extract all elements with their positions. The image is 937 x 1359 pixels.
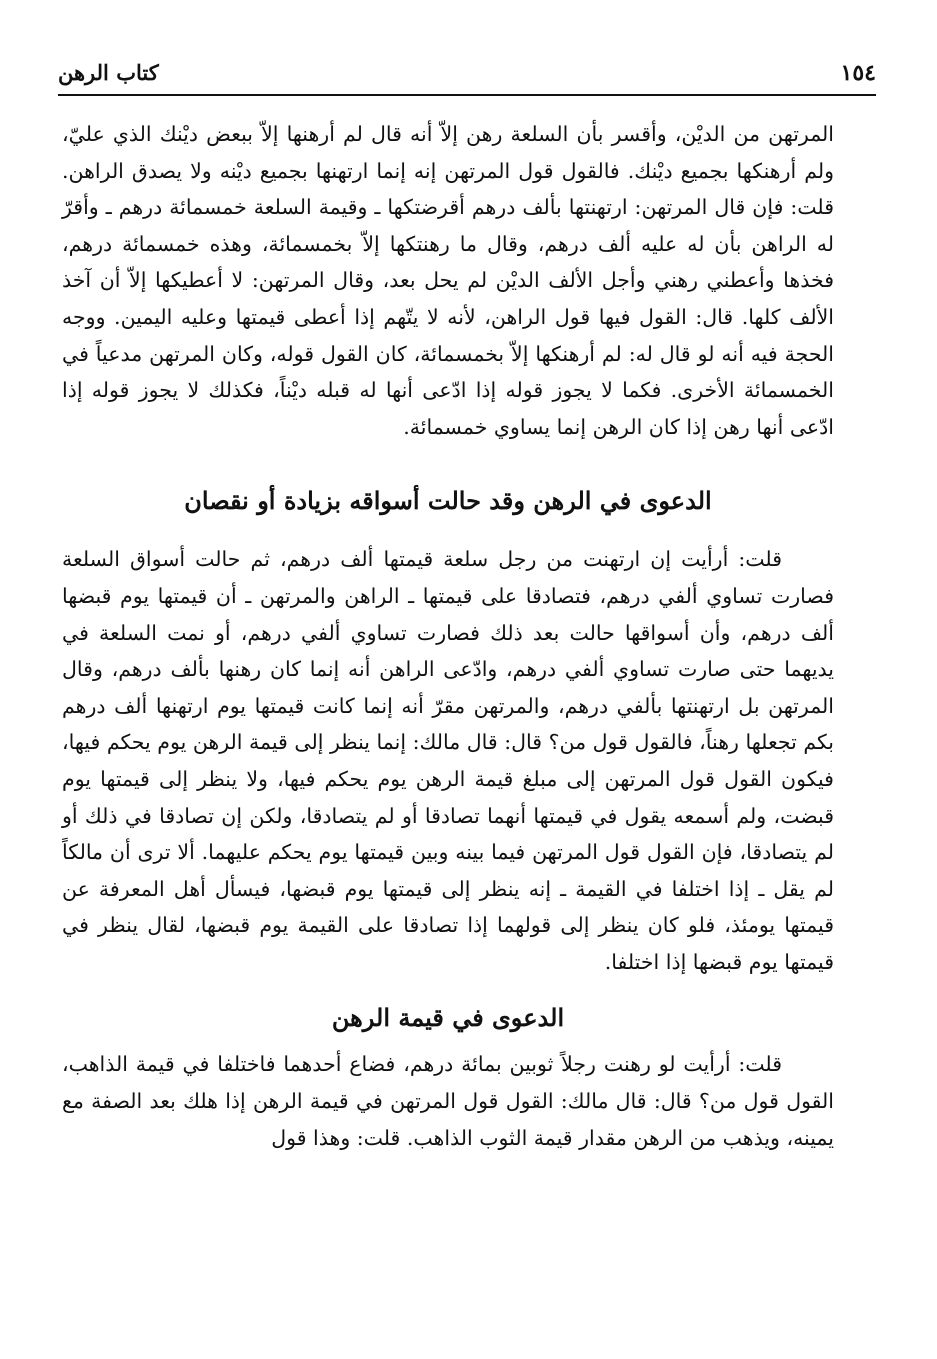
section-paragraph-pledge-value: قلت: أرأيت لو رهنت رجلاً ثوبين بمائة درهم، فضاع أحدهما فاختلفا في قيمة الذاهب، القول قول من؟ قال: قال مالك: القول قول المرتهن في قيمة الرهن إذا هلك بعد الصفة مع يمينه، ويذهب من الرهن مقدار قيمة الثوب الذاهب. قلت: وهذا قول: [62, 1052, 834, 1150]
opening-paragraph: المرتهن من الديْن، وأقسر بأن السلعة رهن إلاّ أنه قال لم أرهنها إلاّ ببعض ديْنك الذي عليّ، ولم أرهنكها بجميع ديْنك. فالقول قول المرتهن إنه إنما ارتهنها بجميع ديْنه ولا يصدق الراهن. قلت: فإن قال المرتهن: ارتهنتها بألف درهم أقرضتكها ـ وقيمة السلعة خمسمائة درهم ـ وأقرّ له الراهن بأن له عليه ألف درهم، وقال ما رهنتكها إلاّ بخمسمائة، وهذه خمسمائة درهم، فخذها وأعطني رهني وأجل الألف الديْن لم يحل بعد، وقال المرتهن: لا أعطيكها إلاّ أن آخذ الألف كلها. قال: القول فيها قول الراهن، لأنه لا يتّهم إذا أعطى قيمتها وعليه اليمين. ووجه الحجة فيه أنه لو قال له: لم أرهنكها إلاّ بخمسمائة، كان القول قوله، وكان المرتهن مدعياً في الخمسمائة الأخرى. فكما لا يجوز قوله إذا ادّعى أنها له قبله ديْناً، فكذلك لا يجوز قوله إذا ادّعى أنها رهن إذا كان الرهن إنما يساوي خمسمائة.: [62, 122, 834, 439]
section-paragraph-market-change: قلت: أرأيت إن ارتهنت من رجل سلعة قيمتها ألف درهم، ثم حالت أسواق السلعة فصارت تساوي ألفي درهم، فتصادقا على قيمتها ـ الراهن والمرتهن ـ أن قيمتها يوم قبضها ألف درهم، وأن أسواقها حالت بعد ذلك فصارت تساوي ألفي درهم، أو نمت السلعة في يديهما حتى صارت تساوي ألفي درهم، وادّعى الراهن أنه إنما كان رهنها بألف درهم، وقال المرتهن بل ارتهنتها بألفي درهم، والمرتهن مقرّ أنه إنما كانت قيمتها يوم ارتهنها ألف درهم بكم تجعلها رهناً، فالقول قول من؟ قال: قال مالك: إنما ينظر إلى قيمة الرهن يوم يحكم فيها، فيكون القول قول المرتهن إلى مبلغ قيمة الرهن يوم يحكم فيها، ولا ينظر إلى قيمتها يوم قبضت، ولم أسمعه يقول في قيمتها أنهما تصادقا أو لم يتصادقا، ولكن إن تصادقا في ذلك أو لم يتصادقا، فإن القول قول المرتهن فيما بينه وبين قيمتها يوم يحكم عليهما. ألا ترى أن مالكاً لم يقل ـ إذا اختلفا في القيمة ـ إنه ينظر إلى قيمتها يوم قبضها، فيسأل أهل المعرفة عن قيمتها يومئذ، فلو كان ينظر إلى قولهما إذا تصادقا على القيمة يوم قبضها، لقال ينظر في قيمتها يوم قبضها إذا اختلفا.: [62, 547, 834, 974]
page-body: [62, 116, 834, 1156]
page-header: [58, 58, 876, 96]
running-title: كتاب الرهن: [58, 60, 159, 85]
section-heading-pledge-value: الدعوى في قيمة الرهن: [331, 1003, 565, 1033]
section-heading-market-change: الدعوى في الرهن وقد حالت أسواقه بزيادة أو نقصان: [184, 486, 712, 516]
page-number: ١٥٤: [840, 60, 876, 86]
